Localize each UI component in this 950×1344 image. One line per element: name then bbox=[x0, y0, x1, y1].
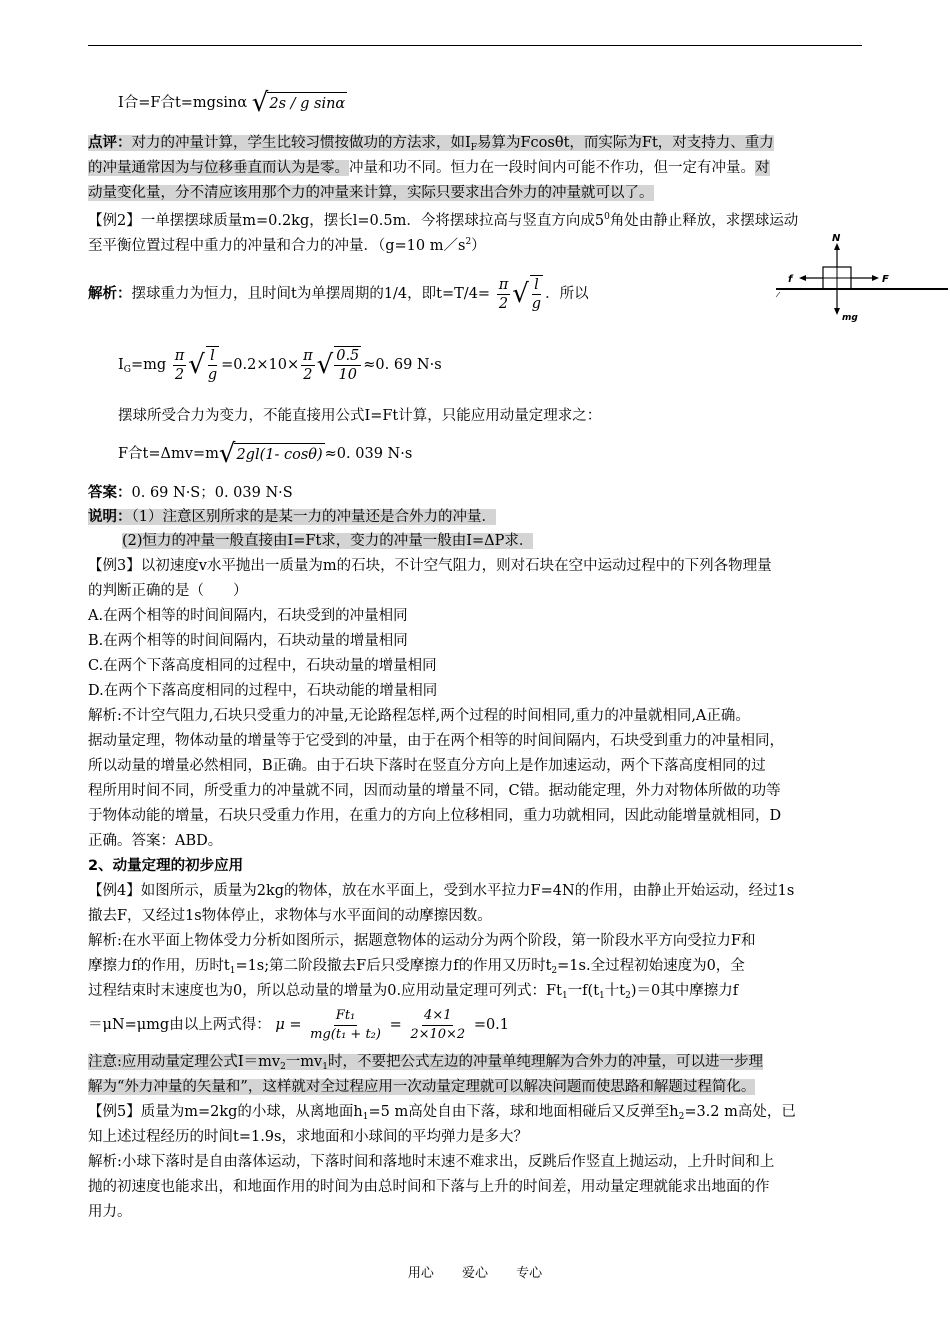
solution-4-line-3: 过程结束时末速度也为0，所以总动量的增量为0.应用动量定理可列式：$Ft_1$一$f(t_1$十$t_2)=0$其中摩擦力f bbox=[88, 983, 739, 1001]
label-mg: mg bbox=[842, 313, 858, 323]
solution-5-line-1: 解析:小球下落时是自由落体运动，下落时间和落地时末速不难求出，反跳后作竖直上抛运动，上升时间和上 bbox=[88, 1154, 775, 1170]
answer-2: 答案：0. 69 N·S；0. 039 N·S bbox=[88, 485, 293, 501]
solution-5-line-3: 用力。 bbox=[88, 1204, 132, 1220]
solution-5-line-2: 抛的初速度也能求出，和地面作用的时间为由总时间和下落与上升的时间差，用动量定理就能求出地面的作 bbox=[88, 1179, 770, 1195]
notice-line-1: 注意:应用动量定理公式$I=mv_2$一$mv_1$时，不要把公式左边的冲量单纯理解为合外力的冲量，可以进一步理 bbox=[88, 1054, 763, 1072]
example-3-line-2: 的判断正确的是（ ） bbox=[88, 583, 248, 599]
sqrt-expression: √ 2s / g sinα bbox=[251, 88, 346, 118]
example-4-line-1: 【例4】如图所示，质量为2kg的物体，放在水平面上，受到水平拉力F=4N的作用，由静止开始运动，经过1s bbox=[88, 883, 795, 899]
comment-line-2: 的冲量通常因为与位移垂直而认为是零。冲量和功不同。恒力在一段时间内可能不作功，但一定有冲量。对 bbox=[88, 160, 770, 176]
label-N: N bbox=[832, 233, 841, 244]
force-diagram bbox=[770, 230, 950, 325]
notice-line-2: 解为“外力冲量的矢量和”，这样就对全过程应用一次动量定理就可以解决问题而使思路和解题过程简化。 bbox=[88, 1079, 756, 1095]
example-2-line-2: 至平衡位置过程中重力的冲量和合力的冲量．（g=10 $m/s^2$） bbox=[88, 237, 486, 254]
label-F: F bbox=[882, 274, 889, 285]
option-c: C.在两个下落高度相同的过程中，石块动量的增量相同 bbox=[88, 658, 437, 674]
formula-impulse-net: I合=F合t=mgsinα √ 2s / g sinα bbox=[118, 88, 346, 118]
section-heading-2: 2、动量定理的初步应用 bbox=[88, 858, 244, 874]
solution-4-line-2: 摩擦力f的作用，历时$t_1=1s$;第二阶段撤去F后只受摩擦力f的作用又历时$t_2=1s$.全过程初始速度为0，全 bbox=[88, 958, 745, 976]
solution-3-line-3: 所以动量的增量必然相同，B正确。由于石块下落时在竖直分方向上是作加速运动，两个下落高度相同的过 bbox=[88, 758, 766, 774]
solution-3-line-5: 于物体动能的增量，石块只受重力作用，在重力的方向上位移相同，重力功就相同，因此动能增量就相同，D bbox=[88, 808, 782, 824]
solution-4-line-1: 解析:在水平面上物体受力分析如图所示，据题意物体的运动分为两个阶段，第一阶段水平方向受拉力F和 bbox=[88, 933, 756, 949]
example-4-line-2: 撤去F，又经过1s物体停止，求物体与水平面间的动摩擦因数。 bbox=[88, 908, 492, 924]
ground-hatch bbox=[776, 292, 780, 297]
example-5-line-1: 【例5】质量为m=2kg的小球，从离地面$h_1=5$ m高处自由下落，球和地面相碰后又反弹至$h_2=3.2$ m高处，已 bbox=[88, 1104, 796, 1122]
formula-gravity-impulse: $I_G=mg$ $\frac{\pi}{2}$ √ $\frac{l}{g}$ =0.2×10× $\frac{\pi}{2}$ √ $\frac{0.5}{10}$ ≈0. 69 N·s bbox=[118, 347, 442, 383]
page-footer: 用心 爱心 专心 bbox=[407, 1266, 543, 1281]
option-d: D.在两个下落高度相同的过程中，石块动能的增量相同 bbox=[88, 683, 438, 699]
solution-3-line-4: 程所用时间不同，所受重力的冲量就不同，因而动量的增量不同，C错。据动能定理，外力对物体所做的功等 bbox=[88, 783, 781, 799]
solution-3-line-1: 解析:不计空气阻力,石块只受重力的冲量,无论路程怎样,两个过程的时间相同,重力的冲量就相同,A正确。 bbox=[88, 708, 750, 724]
option-a: A.在两个相等的时间间隔内，石块受到的冲量相同 bbox=[88, 608, 408, 624]
label-f: f bbox=[788, 274, 793, 285]
header-rule bbox=[88, 45, 862, 46]
note-line-1: 说明：（1）注意区别所求的是某一力的冲量还是合外力的冲量． bbox=[88, 509, 496, 525]
option-b: B.在两个相等的时间间隔内，石块动量的增量相同 bbox=[88, 633, 408, 649]
example-5-line-2: 知上述过程经历的时间t=1.9s，求地面和小球间的平均弹力是多大？ bbox=[88, 1129, 528, 1145]
example-2-line-1: 【例2】一单摆摆球质量m=0.2kg，摆长l=0.5m．今将摆球拉高与竖直方向成$5^0$角处由静止释放，求摆球运动 bbox=[88, 212, 799, 229]
comment-line-1: 点评：对力的冲量计算，学生比较习惯按做功的方法求，如$I_F$易算为Fcosθt，而实际为Ft，对支持力、重力 bbox=[88, 135, 774, 153]
paragraph-net-force: 摆球所受合力为变力，不能直接用公式I=Ft计算，只能应用动量定理求之： bbox=[118, 408, 602, 424]
formula-net-impulse: F合t=Δmv=m √ 2gl(1- cosθ) ≈0. 039 N·s bbox=[118, 439, 413, 469]
solution-3-line-6: 正确。答案：ABD。 bbox=[88, 833, 223, 849]
note-line-2: (2)恒力的冲量一般直接由I=Ft求，变力的冲量一般由I=ΔP求． bbox=[122, 533, 534, 549]
solution-3-line-2: 据动量定理，物体动量的增量等于它受到的冲量，由于在两个相等的时间间隔内，石块受到重力的冲量相同， bbox=[88, 733, 784, 749]
solution-2-line-1: 解析：摆球重力为恒力，且时间t为单摆周期的1/4，即t=T/4= $\frac{\pi}{2}$ √ $\frac{l}{g}$ ．所以 bbox=[88, 276, 589, 312]
example-3-line-1: 【例3】以初速度v水平抛出一质量为m的石块，不计空气阻力，则对石块在空中运动过程中的下列各物理量 bbox=[88, 558, 772, 574]
comment-line-3: 动量变化量，分不清应该用那个力的冲量来计算，实际只要求出合外力的冲量就可以了。 bbox=[88, 185, 654, 201]
solution-4-line-4: ＝μN=μmg由以上两式得： μ = $\frac{\text{Ft₁}}{\text{mg(t₁ + t₂)}}$ = $\frac{4\times 1}{2\times 10\times 2}$ =0.1 bbox=[88, 1007, 510, 1042]
